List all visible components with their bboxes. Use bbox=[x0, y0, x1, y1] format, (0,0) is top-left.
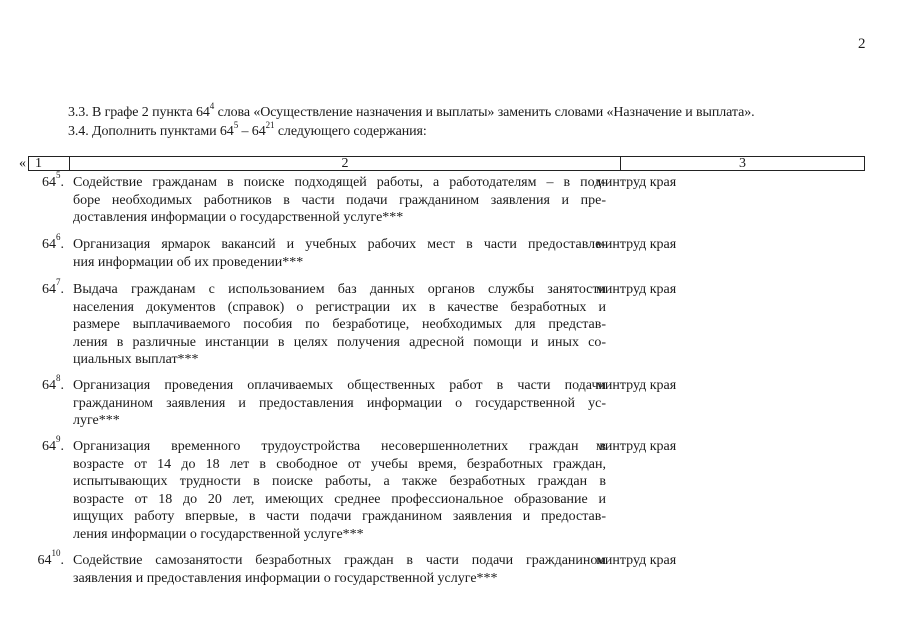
intro-text: – 64 bbox=[238, 124, 266, 139]
item-number-base: 64 bbox=[42, 237, 56, 252]
item-number-dot: . bbox=[60, 237, 64, 252]
page-number: 2 bbox=[858, 36, 866, 52]
responsible-body: минтруд края bbox=[596, 175, 677, 190]
superscript: 5 bbox=[233, 120, 239, 130]
description-line: испытывающих трудности в поиске работы, а также безработных граждан в bbox=[73, 474, 606, 489]
item-number bbox=[20, 434, 64, 456]
superscript: 21 bbox=[265, 120, 275, 130]
item-number-superscript: 10 bbox=[51, 548, 61, 558]
item-number-base: 64 bbox=[42, 378, 56, 393]
description-line: гражданином заявления и предоставления информации о государственной ус- bbox=[73, 395, 606, 411]
header-col-2: 2 bbox=[70, 157, 621, 170]
item-description bbox=[73, 236, 606, 271]
item-number-superscript: 5 bbox=[56, 170, 61, 180]
description-line: Организация ярмарок вакансий и учебных рабочих мест в части предоставле- bbox=[73, 237, 606, 252]
item-description bbox=[73, 377, 606, 430]
item-number-dot: . bbox=[60, 439, 64, 454]
header-col-3: 3 bbox=[739, 156, 746, 171]
item-number-base: 64 bbox=[37, 553, 52, 568]
item-number-dot: . bbox=[60, 378, 64, 393]
item-number-dot: . bbox=[60, 175, 64, 190]
item-number bbox=[20, 170, 64, 192]
intro-paragraph-3-4 bbox=[68, 120, 427, 140]
description-line: населения документов (справок) о регистрации их в качестве безработных и bbox=[73, 299, 606, 315]
item-description bbox=[73, 438, 606, 543]
item-number-superscript: 7 bbox=[56, 277, 61, 287]
item-number bbox=[20, 232, 64, 254]
item-number-base: 64 bbox=[42, 282, 56, 297]
description-line: возрасте от 14 до 18 лет в свободное от учебы время, безработных граждан, bbox=[73, 456, 606, 472]
item-number-superscript: 8 bbox=[56, 373, 61, 383]
description-line: луге*** bbox=[73, 413, 120, 428]
item-number bbox=[20, 548, 64, 570]
description-line: доставления информации о государственной услуге*** bbox=[73, 210, 404, 225]
item-description bbox=[73, 552, 606, 587]
description-line: возрасте от 18 до 20 лет, имеющих среднее профессиональное образование и bbox=[73, 491, 606, 507]
header-col-1: 1 bbox=[29, 157, 70, 170]
description-line: ления в различные инстанции в целях получения адресной помощи и иных со- bbox=[73, 334, 606, 350]
description-line: Содействие гражданам в поиске подходящей работы, а работодателям – в под- bbox=[73, 175, 606, 190]
intro-paragraph-3-3 bbox=[68, 101, 755, 121]
item-number-base: 64 bbox=[42, 439, 56, 454]
description-line: Организация временного трудоустройства несовершеннолетних граждан в bbox=[73, 439, 606, 454]
intro-text: следующего содержания: bbox=[274, 124, 427, 139]
description-line: размере выплачиваемого пособия по безработице, необходимых для представ- bbox=[73, 317, 606, 332]
responsible-body: минтруд края bbox=[596, 378, 677, 393]
description-line: ния информации об их проведении*** bbox=[73, 254, 304, 270]
table-open-quote: « bbox=[19, 156, 26, 171]
responsible-body: минтруд края bbox=[596, 439, 677, 454]
description-line: Выдача гражданам с использованием баз данных органов службы занятости bbox=[73, 282, 606, 297]
intro-text: 3.4. Дополнить пунктами 64 bbox=[68, 124, 234, 139]
responsible-body: минтруд края bbox=[596, 282, 677, 297]
item-number-base: 64 bbox=[42, 175, 56, 190]
description-line: циальных выплат*** bbox=[73, 352, 199, 367]
intro-text: 3.3. В графе 2 пункта 64 bbox=[68, 105, 210, 120]
item-number-dot: . bbox=[60, 553, 64, 568]
description-line: Содействие самозанятости безработных граждан в части подачи гражданином bbox=[73, 553, 606, 568]
description-line: боре необходимых работников в части подачи гражданином заявления и пре- bbox=[73, 192, 606, 208]
item-number bbox=[20, 373, 64, 395]
item-number-superscript: 9 bbox=[56, 434, 61, 444]
item-description bbox=[73, 174, 606, 227]
item-description bbox=[73, 281, 606, 369]
item-number-superscript: 6 bbox=[56, 232, 61, 242]
responsible-body: минтруд края bbox=[596, 553, 677, 568]
responsible-body: минтруд края bbox=[596, 237, 677, 252]
description-line: ления информации о государственной услуге*** bbox=[73, 526, 364, 542]
description-line: Организация проведения оплачиваемых общественных работ в части подачи bbox=[73, 378, 606, 393]
table-header-row bbox=[28, 156, 865, 171]
description-line: заявления и предоставления информации о государственной услуге*** bbox=[73, 570, 498, 586]
item-number bbox=[20, 277, 64, 299]
superscript: 4 bbox=[209, 101, 215, 111]
description-line: ищущих работу впервые, в части подачи гражданином заявления и предостав- bbox=[73, 509, 606, 524]
item-number-dot: . bbox=[60, 282, 64, 297]
intro-text: слова «Осуществление назначения и выплаты» заменить словами «Назначение и выплата». bbox=[214, 105, 755, 120]
